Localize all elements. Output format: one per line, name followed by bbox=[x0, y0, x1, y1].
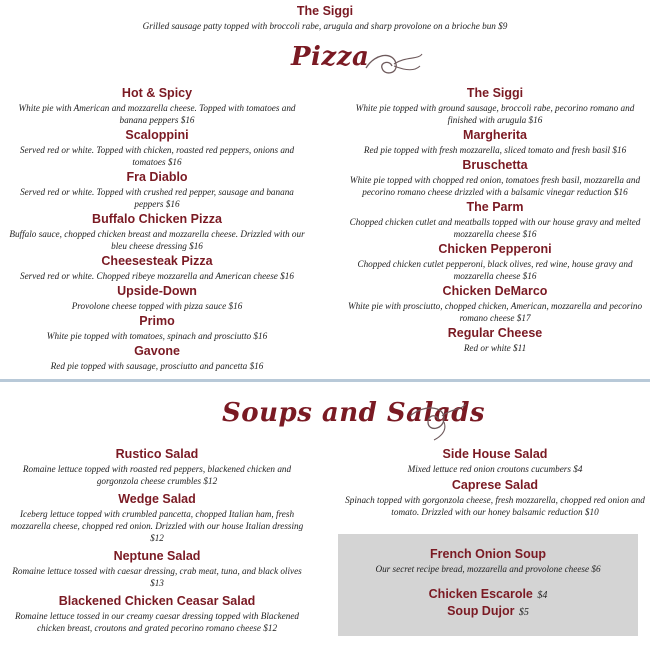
section-title-pizza: Pizza bbox=[291, 42, 370, 72]
dujor-price: $5 bbox=[518, 607, 529, 618]
item-name: Gavone bbox=[134, 344, 180, 358]
menu-item bbox=[344, 86, 646, 126]
menu-item bbox=[344, 447, 646, 475]
item-name: Regular Cheese bbox=[447, 326, 543, 340]
item-desc: White pie topped with chopped red onion, tomatoes fresh basil, mozzarella and pecorino romano cheese drizzled with a balsamic vinegar reduction $16 bbox=[349, 175, 641, 197]
section-divider bbox=[0, 379, 650, 382]
menu-item bbox=[6, 170, 308, 210]
item-name: Neptune Salad bbox=[113, 549, 201, 563]
item-desc: White pie topped with tomatoes, spinach and prosciutto $16 bbox=[46, 331, 268, 341]
soup-desc: Our secret recipe bread, mozzarella and provolone cheese $6 bbox=[375, 564, 601, 574]
item-desc: Iceberg lettuce topped with crumbled pancetta, chopped Italian ham, fresh mozzarella cheese, chopped red onion. Drizzled with our house Italian dressing $12 bbox=[10, 509, 304, 543]
item-desc: Spinach topped with gorgonzola cheese, fresh mozzarella, chopped red onion and tomato. Drizzled with our honey balsamic reduction $10 bbox=[345, 495, 645, 517]
item-desc: Grilled sausage patty topped with broccoli rabe, arugula and sharp provolone on a brioche bun $9 bbox=[142, 21, 508, 31]
menu-item bbox=[6, 128, 308, 168]
item-desc: Mixed lettuce red onion croutons cucumbers $4 bbox=[407, 464, 583, 474]
menu-item bbox=[344, 326, 646, 354]
menu-item bbox=[6, 549, 308, 589]
escarole-price: $4 bbox=[537, 590, 548, 601]
item-name: The Siggi bbox=[296, 4, 354, 18]
menu-item bbox=[344, 158, 646, 198]
menu-item bbox=[344, 128, 646, 156]
item-desc: White pie with American and mozzarella cheese. Topped with tomatoes and banana peppers $16 bbox=[18, 103, 296, 125]
menu-item bbox=[6, 492, 308, 544]
soup-name: French Onion Soup bbox=[430, 547, 546, 561]
item-name: Primo bbox=[139, 314, 175, 328]
item-name: Scaloppini bbox=[125, 128, 189, 142]
item-name: Buffalo Chicken Pizza bbox=[92, 212, 222, 226]
menu-item bbox=[344, 242, 646, 282]
section-title-soups: Soups and Salads bbox=[222, 398, 486, 428]
decorative-swirl-icon bbox=[408, 402, 468, 442]
menu-item bbox=[6, 284, 308, 312]
item-name: Blackened Chicken Ceasar Salad bbox=[58, 594, 256, 608]
menu-item bbox=[344, 478, 646, 518]
item-desc: Red pie topped with sausage, prosciutto and pancetta $16 bbox=[50, 361, 264, 371]
item-desc: Served red or white. Topped with chicken, roasted red peppers, onions and tomatoes $16 bbox=[19, 145, 295, 167]
item-desc: Chopped chicken cutlet and meatballs topped with our house gravy and melted mozzarella cheese $16 bbox=[349, 217, 641, 239]
item-desc: Romaine lettuce tossed with caesar dressing, crab meat, tuna, and black olives $13 bbox=[12, 566, 302, 588]
soup-box bbox=[338, 534, 638, 636]
dujor-line bbox=[338, 604, 638, 619]
item-name: The Parm bbox=[466, 200, 524, 214]
item-desc: Chopped chicken cutlet pepperoni, black olives, red wine, house gravy and mozzarella cheese $16 bbox=[357, 259, 633, 281]
escarole-name: Chicken Escarole bbox=[428, 587, 533, 601]
item-desc: Red or white $11 bbox=[463, 343, 527, 353]
top-item bbox=[0, 4, 650, 32]
escarole-line bbox=[338, 587, 638, 602]
menu-item bbox=[6, 254, 308, 282]
item-desc: Served red or white. Chopped ribeye mozzarella and American cheese $16 bbox=[20, 271, 294, 281]
item-name: Wedge Salad bbox=[118, 492, 196, 506]
soups-left-column bbox=[6, 447, 308, 639]
item-name: Chicken DeMarco bbox=[442, 284, 548, 298]
item-name: Side House Salad bbox=[442, 447, 548, 461]
item-name: Cheesesteak Pizza bbox=[101, 254, 213, 268]
item-desc: Served red or white. Topped with crushed red pepper, sausage and banana peppers $16 bbox=[20, 187, 294, 209]
item-desc: Provolone cheese topped with pizza sauce $16 bbox=[71, 301, 243, 311]
pizza-left-column bbox=[6, 86, 308, 374]
item-name: Bruschetta bbox=[462, 158, 528, 172]
menu-item bbox=[6, 594, 308, 634]
item-name: Margherita bbox=[463, 128, 527, 142]
item-name: The Siggi bbox=[466, 86, 524, 100]
item-desc: Romaine lettuce tossed in our creamy caesar dressing topped with Blackened chicken breast, croutons and grated pecorino romano cheese $12 bbox=[14, 611, 300, 633]
soups-right-column bbox=[344, 447, 646, 521]
item-desc: Red pie topped with fresh mozzarella, sliced tomato and fresh basil $16 bbox=[363, 145, 627, 155]
menu-item bbox=[6, 86, 308, 126]
decorative-swirl-icon bbox=[364, 48, 424, 80]
item-desc: Romaine lettuce topped with roasted red peppers, blackened chicken and gorgonzola cheese crumbles $12 bbox=[22, 464, 292, 486]
item-name: Rustico Salad bbox=[115, 447, 199, 461]
pizza-right-column bbox=[344, 86, 646, 356]
item-name: Chicken Pepperoni bbox=[438, 242, 552, 256]
menu-item bbox=[6, 212, 308, 252]
item-name: Upside-Down bbox=[117, 284, 197, 298]
menu-item bbox=[6, 344, 308, 372]
item-desc: White pie with prosciutto, chopped chicken, American, mozzarella and pecorino romano cheese $17 bbox=[347, 301, 643, 323]
item-name: Caprese Salad bbox=[451, 478, 539, 492]
menu-item bbox=[6, 314, 308, 342]
item-name: Fra Diablo bbox=[126, 170, 188, 184]
menu-item bbox=[6, 447, 308, 487]
menu-item bbox=[344, 284, 646, 324]
item-name: Hot & Spicy bbox=[121, 86, 193, 100]
item-desc: Buffalo sauce, chopped chicken breast and mozzarella cheese. Drizzled with our bleu cheese dressing $16 bbox=[9, 229, 305, 251]
item-desc: White pie topped with ground sausage, broccoli rabe, pecorino romano and finished with arugula $16 bbox=[355, 103, 635, 125]
dujor-name: Soup Dujor bbox=[447, 604, 515, 618]
menu-item bbox=[344, 200, 646, 240]
